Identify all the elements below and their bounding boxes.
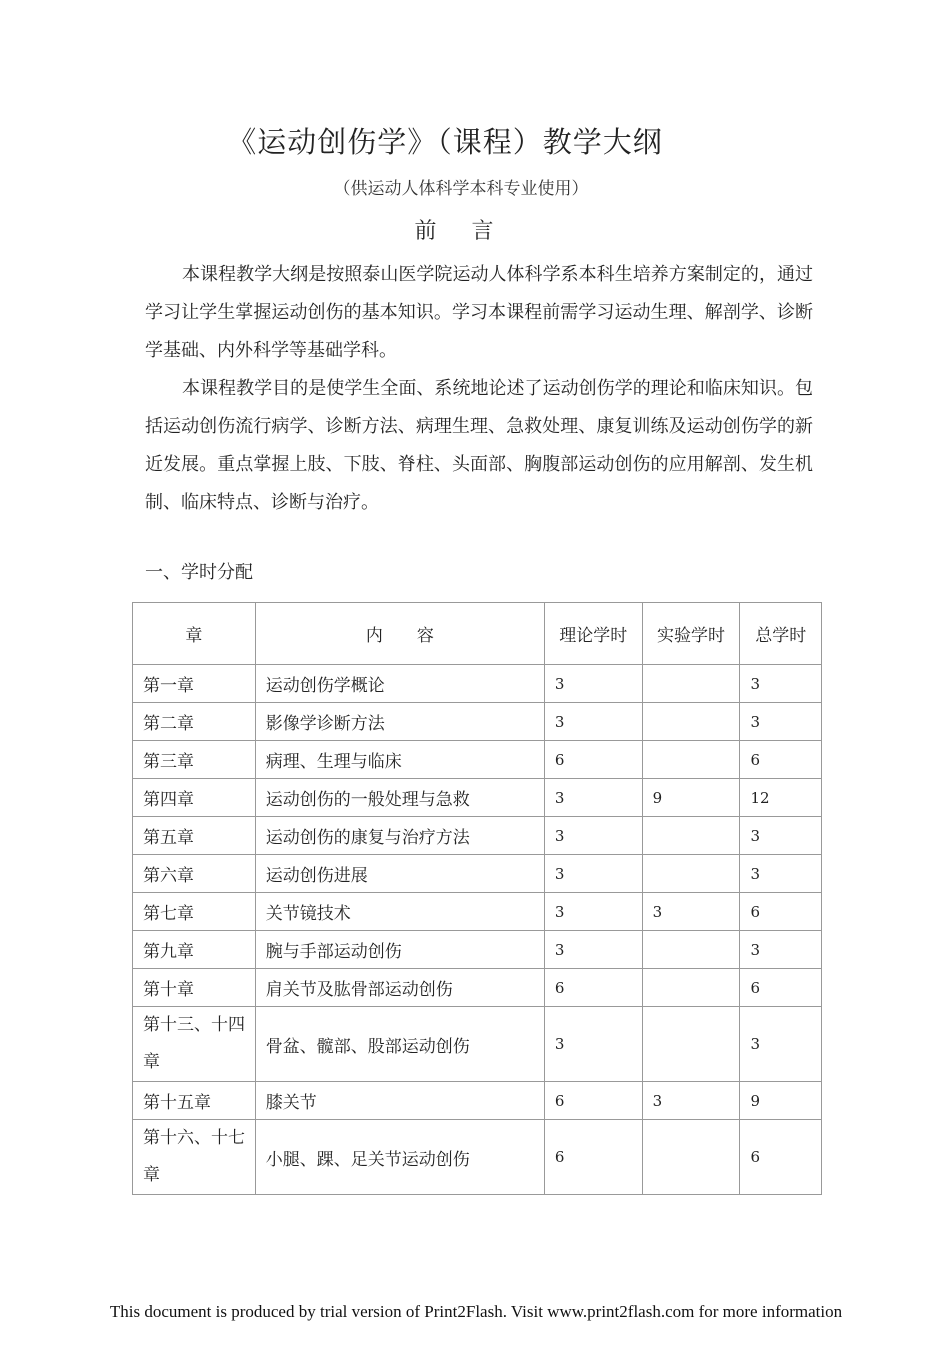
total-hours-cell: 3 (740, 855, 822, 893)
content-cell: 运动创伤学概论 (255, 665, 544, 703)
lab-hours-cell (642, 1120, 740, 1195)
content-cell: 运动创伤的康复与治疗方法 (255, 817, 544, 855)
content-cell: 肩关节及肱骨部运动创伤 (255, 969, 544, 1007)
theory-hours-cell: 3 (544, 931, 642, 969)
content-cell: 骨盆、髋部、股部运动创伤 (255, 1007, 544, 1082)
total-hours-cell: 6 (740, 1120, 822, 1195)
trial-footer: This document is produced by trial version of Print2Flash. Visit www.print2flash.com for more information (109, 1302, 843, 1321)
header-lab-hours: 实验学时 (642, 603, 740, 665)
total-hours-cell: 9 (740, 1082, 822, 1120)
table-row (133, 1120, 822, 1195)
lab-hours-cell: 3 (642, 1082, 740, 1120)
preface-paragraph-1: 本课程教学大纲是按照泰山医学院运动人体科学系本科生培养方案制定的，通过学习让学生掌握运动创伤的基本知识。学习本课程前需学习运动生理、解剖学、诊断学基础、内外科学等基础学科。 (145, 264, 813, 361)
chapter-cell: 第二章 (133, 703, 256, 741)
section-heading: 一、学时分配 (145, 562, 253, 583)
content-cell: 运动创伤的一般处理与急救 (255, 779, 544, 817)
chapter-cell: 第十五章 (133, 1082, 256, 1120)
lab-hours-cell (642, 969, 740, 1007)
lab-hours-cell (642, 703, 740, 741)
chapter-cell: 第九章 (133, 931, 256, 969)
table-row (133, 665, 822, 703)
chapter-cell: 第一章 (133, 665, 256, 703)
chapter-cell: 第三章 (133, 741, 256, 779)
document-title: 《运动创伤学》（课程）教学大纲 (227, 125, 663, 159)
total-hours-cell: 3 (740, 817, 822, 855)
total-hours-cell: 3 (740, 703, 822, 741)
table-row (133, 817, 822, 855)
content-cell: 小腿、踝、足关节运动创伤 (255, 1120, 544, 1195)
total-hours-cell: 3 (740, 931, 822, 969)
chapter-cell: 第十章 (133, 969, 256, 1007)
theory-hours-cell: 3 (544, 703, 642, 741)
content-cell: 病理、生理与临床 (255, 741, 544, 779)
theory-hours-cell: 6 (544, 969, 642, 1007)
lab-hours-cell (642, 931, 740, 969)
theory-hours-cell: 3 (544, 855, 642, 893)
content-cell: 运动创伤进展 (255, 855, 544, 893)
total-hours-cell: 6 (740, 893, 822, 931)
header-chapter: 章 (133, 603, 256, 665)
preface-heading: 前 言 (414, 219, 508, 244)
lab-hours-cell (642, 665, 740, 703)
chapter-cell: 第十三、十四章 (133, 1007, 256, 1082)
hours-table (132, 602, 822, 1195)
theory-hours-cell: 3 (544, 1007, 642, 1082)
table-row (133, 931, 822, 969)
content-cell: 膝关节 (255, 1082, 544, 1120)
lab-hours-cell: 3 (642, 893, 740, 931)
table-row (133, 893, 822, 931)
lab-hours-cell: 9 (642, 779, 740, 817)
table-row (133, 779, 822, 817)
table-row (133, 703, 822, 741)
table-row (133, 1007, 822, 1082)
document-subtitle: （供运动人体科学本科专业使用） (333, 179, 589, 199)
chapter-cell: 第十六、十七章 (133, 1120, 256, 1195)
theory-hours-cell: 3 (544, 817, 642, 855)
preface-paragraph-2: 本课程教学目的是使学生全面、系统地论述了运动创伤学的理论和临床知识。包括运动创伤流行病学、诊断方法、病理生理、急救处理、康复训练及运动创伤学的新近发展。重点掌握上肢、下肢、脊柱、头面部、胸腹部运动创伤的应用解剖、发生机制、临床特点、诊断与治疗。 (145, 378, 813, 513)
total-hours-cell: 3 (740, 665, 822, 703)
theory-hours-cell: 6 (544, 741, 642, 779)
theory-hours-cell: 3 (544, 665, 642, 703)
theory-hours-cell: 6 (544, 1082, 642, 1120)
total-hours-cell: 6 (740, 969, 822, 1007)
total-hours-cell: 12 (740, 779, 822, 817)
chapter-cell: 第四章 (133, 779, 256, 817)
lab-hours-cell (642, 1007, 740, 1082)
table-row (133, 741, 822, 779)
theory-hours-cell: 3 (544, 893, 642, 931)
header-content: 内 容 (255, 603, 544, 665)
theory-hours-cell: 6 (544, 1120, 642, 1195)
content-cell: 关节镜技术 (255, 893, 544, 931)
table-row (133, 855, 822, 893)
chapter-cell: 第六章 (133, 855, 256, 893)
lab-hours-cell (642, 855, 740, 893)
chapter-cell: 第七章 (133, 893, 256, 931)
theory-hours-cell: 3 (544, 779, 642, 817)
header-total-hours: 总学时 (740, 603, 822, 665)
table-header-row (133, 603, 822, 665)
header-theory-hours: 理论学时 (544, 603, 642, 665)
content-cell: 腕与手部运动创伤 (255, 931, 544, 969)
total-hours-cell: 6 (740, 741, 822, 779)
table-row (133, 969, 822, 1007)
total-hours-cell: 3 (740, 1007, 822, 1082)
table-row (133, 1082, 822, 1120)
lab-hours-cell (642, 741, 740, 779)
content-cell: 影像学诊断方法 (255, 703, 544, 741)
lab-hours-cell (642, 817, 740, 855)
chapter-cell: 第五章 (133, 817, 256, 855)
